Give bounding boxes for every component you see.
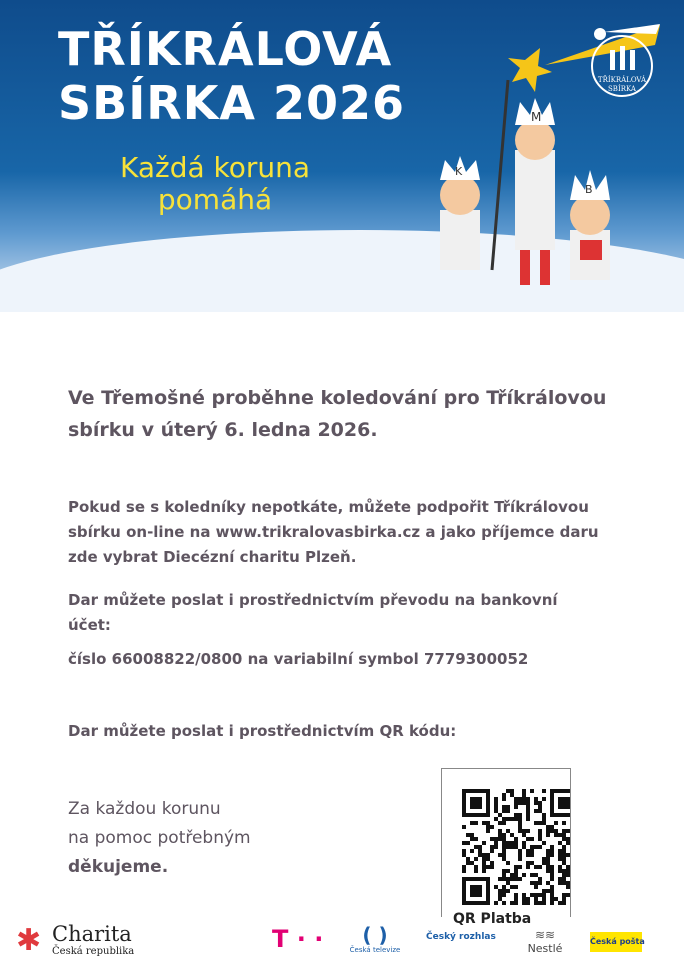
qr-module: [542, 789, 546, 793]
qr-module: [542, 857, 546, 861]
qr-module: [522, 829, 526, 833]
qr-module: [558, 841, 562, 845]
qr-module: [518, 825, 522, 829]
qr-module: [494, 885, 498, 889]
qr-module: [554, 833, 558, 837]
qr-module: [526, 849, 530, 853]
qr-module: [482, 865, 486, 869]
qr-module: [542, 889, 546, 893]
qr-module: [474, 845, 478, 849]
qr-module: [550, 873, 554, 877]
qr-module: [562, 901, 566, 905]
qr-module: [522, 841, 526, 845]
qr-module: [518, 849, 522, 853]
qr-module: [562, 861, 566, 865]
qr-module: [522, 873, 526, 877]
qr-module: [538, 877, 542, 881]
qr-module: [538, 881, 542, 885]
qr-module: [566, 853, 570, 857]
qr-module: [474, 821, 478, 825]
qr-module: [502, 885, 506, 889]
svg-text:K: K: [455, 165, 463, 178]
qr-module: [502, 877, 506, 881]
qr-module: [502, 817, 506, 821]
qr-intro: Dar můžete poslat i prostřednictvím QR kódu:: [68, 722, 457, 740]
star-icon: [508, 48, 552, 92]
qr-module: [550, 897, 554, 901]
qr-module: [562, 869, 566, 873]
thanks-text: Za každou korunu na pomoc potřebným děkujeme.: [68, 799, 251, 877]
qr-module: [506, 869, 510, 873]
qr-module: [514, 797, 518, 801]
qr-module: [530, 837, 534, 841]
qr-module: [514, 877, 518, 881]
qr-module: [518, 865, 522, 869]
qr-module: [534, 797, 538, 801]
qr-module: [478, 845, 482, 849]
qr-module: [534, 893, 538, 897]
qr-module: [514, 801, 518, 805]
caroller-m: [515, 98, 555, 285]
qr-module: [526, 865, 530, 869]
qr-module: [510, 817, 514, 821]
qr-module: [494, 845, 498, 849]
banner-title: TŘÍKRÁLOVÁ SBÍRKA 2026: [58, 22, 406, 130]
qr-module: [498, 889, 502, 893]
qr-module: [522, 901, 526, 905]
account-number: číslo 66008822/0800 na variabilní symbol 7779300052: [68, 650, 529, 668]
qr-module: [462, 841, 466, 845]
qr-module: [534, 885, 538, 889]
qr-module: [498, 821, 502, 825]
qr-module: [502, 821, 506, 825]
qr-module: [498, 829, 502, 833]
qr-module: [542, 841, 546, 845]
qr-module: [538, 801, 542, 805]
qr-module: [514, 885, 518, 889]
qr-module: [498, 833, 502, 837]
qr-module: [510, 789, 514, 793]
qr-module: [498, 893, 502, 897]
qr-module: [494, 837, 498, 841]
qr-module: [542, 821, 546, 825]
qr-module: [550, 825, 554, 829]
qr-module: [502, 853, 506, 857]
qr-module: [502, 849, 506, 853]
qr-module: [506, 845, 510, 849]
svg-text:M: M: [531, 110, 542, 124]
qr-module: [462, 865, 466, 869]
qr-module: [538, 845, 542, 849]
qr-module: [474, 837, 478, 841]
qr-module: [554, 821, 558, 825]
caroller-k: [440, 156, 480, 270]
qr-module: [558, 833, 562, 837]
qr-module: [514, 893, 518, 897]
qr-module: [562, 833, 566, 837]
qr-module: [526, 853, 530, 857]
qr-module: [542, 797, 546, 801]
qr-module: [558, 877, 562, 881]
online-donation-text: Pokud se s koledníky nepotkáte, můžete podpořit Tříkrálovou sbírku on-line na www.trikralovasbirka.cz a jako příjemce daru zde vybrat Diecézní charitu Plzeň.: [68, 498, 599, 566]
qr-module: [542, 813, 546, 817]
qr-module: [562, 853, 566, 857]
qr-module: [518, 857, 522, 861]
qr-module: [546, 825, 550, 829]
qr-module: [506, 789, 510, 793]
qr-module: [518, 821, 522, 825]
qr-module: [502, 793, 506, 797]
qr-module: [486, 829, 490, 833]
qr-module: [526, 797, 530, 801]
qr-module: [566, 865, 570, 869]
qr-module: [526, 861, 530, 865]
qr-module: [510, 873, 514, 877]
qr-module: [562, 845, 566, 849]
qr-module: [546, 861, 550, 865]
qr-module: [522, 845, 526, 849]
qr-module: [538, 805, 542, 809]
qr-module: [558, 865, 562, 869]
qr-module: [486, 853, 490, 857]
qr-module: [522, 833, 526, 837]
qr-module: [534, 865, 538, 869]
qr-module: [466, 833, 470, 837]
qr-module: [538, 837, 542, 841]
caroller-b: [570, 170, 610, 280]
qr-module: [546, 829, 550, 833]
qr-module: [530, 873, 534, 877]
qr-module: [498, 837, 502, 841]
qr-module: [558, 881, 562, 885]
qr-module: [514, 845, 518, 849]
qr-code-frame: [441, 768, 571, 917]
qr-module: [522, 789, 526, 793]
qr-module: [546, 889, 550, 893]
qr-module: [558, 869, 562, 873]
qr-module: [494, 797, 498, 801]
ceska-televize-logo: ( ) Česká televize: [349, 923, 401, 954]
qr-module: [546, 865, 550, 869]
qr-module: [502, 889, 506, 893]
qr-module: [526, 837, 530, 841]
qr-module: [514, 873, 518, 877]
event-announcement: Ve Třemošné proběhne koledování pro Tříkrálovou sbírku v úterý 6. ledna 2026.: [68, 387, 607, 441]
qr-module: [470, 821, 474, 825]
qr-module: [498, 877, 502, 881]
qr-module: [526, 805, 530, 809]
qr-module: [490, 837, 494, 841]
qr-module: [542, 901, 546, 905]
qr-module: [538, 833, 542, 837]
qr-module: [502, 857, 506, 861]
qr-module: [550, 889, 554, 893]
qr-module: [562, 849, 566, 853]
qr-module: [538, 829, 542, 833]
qr-module: [546, 869, 550, 873]
qr-module: [518, 801, 522, 805]
qr-module: [502, 869, 506, 873]
qr-module: [562, 897, 566, 901]
qr-module: [534, 873, 538, 877]
qr-module: [546, 849, 550, 853]
qr-module: [526, 817, 530, 821]
qr-module: [486, 825, 490, 829]
qr-module: [550, 893, 554, 897]
qr-module: [514, 897, 518, 901]
qr-module: [542, 897, 546, 901]
qr-module: [518, 817, 522, 821]
qr-module: [462, 853, 466, 857]
qr-label: QR Platba: [450, 911, 534, 927]
qr-module: [502, 845, 506, 849]
qr-module: [506, 809, 510, 813]
qr-module: [534, 901, 538, 905]
qr-module: [506, 861, 510, 865]
qr-module: [462, 869, 466, 873]
nestle-logo: ≋≋ Nestlé: [527, 928, 563, 955]
qr-module: [546, 857, 550, 861]
qr-module: [482, 841, 486, 845]
qr-module: [534, 801, 538, 805]
qr-module: [470, 849, 474, 853]
qr-module: [462, 849, 466, 853]
qr-module: [478, 853, 482, 857]
qr-module: [494, 809, 498, 813]
qr-module: [538, 809, 542, 813]
qr-module: [518, 829, 522, 833]
qr-module: [566, 837, 570, 841]
qr-module: [486, 865, 490, 869]
qr-module: [498, 813, 502, 817]
qr-module: [526, 809, 530, 813]
qr-module: [554, 897, 558, 901]
qr-module: [490, 825, 494, 829]
qr-module: [550, 885, 554, 889]
qr-module: [550, 869, 554, 873]
qr-module: [562, 829, 566, 833]
qr-module: [514, 813, 518, 817]
qr-module: [510, 885, 514, 889]
qr-module: [486, 857, 490, 861]
qr-module: [502, 809, 506, 813]
qr-module: [474, 857, 478, 861]
qr-module: [502, 841, 506, 845]
qr-module: [466, 841, 470, 845]
qr-module: [530, 789, 534, 793]
qr-module: [562, 877, 566, 881]
qr-module: [558, 849, 562, 853]
qr-module: [514, 841, 518, 845]
qr-module: [506, 817, 510, 821]
qr-module: [502, 833, 506, 837]
qr-module: [566, 893, 570, 897]
qr-module: [534, 809, 538, 813]
qr-module: [550, 845, 554, 849]
qr-module: [510, 793, 514, 797]
qr-module: [490, 849, 494, 853]
qr-module: [474, 869, 478, 873]
qr-module: [510, 833, 514, 837]
qr-module: [546, 881, 550, 885]
qr-module: [530, 845, 534, 849]
qr-module: [482, 861, 486, 865]
qr-module: [478, 849, 482, 853]
qr-module: [566, 869, 570, 873]
qr-module: [522, 801, 526, 805]
svg-text:B: B: [585, 183, 593, 196]
qr-module: [518, 813, 522, 817]
qr-module: [482, 869, 486, 873]
qr-module: [562, 837, 566, 841]
qr-module: [526, 897, 530, 901]
qr-module: [506, 881, 510, 885]
qr-module: [466, 857, 470, 861]
qr-code: [442, 769, 570, 909]
qr-module: [482, 853, 486, 857]
qr-module: [506, 877, 510, 881]
qr-module: [486, 821, 490, 825]
telekom-logo: T · ·: [272, 925, 324, 953]
qr-module: [566, 841, 570, 845]
qr-module: [490, 845, 494, 849]
qr-module: [550, 901, 554, 905]
qr-module: [566, 873, 570, 877]
qr-module: [466, 861, 470, 865]
qr-module: [526, 829, 530, 833]
qr-module: [494, 805, 498, 809]
qr-module: [530, 861, 534, 865]
qr-module: [538, 901, 542, 905]
qr-module: [470, 861, 474, 865]
charita-cross-icon: ✱: [16, 923, 42, 958]
qr-module: [554, 829, 558, 833]
qr-module: [470, 837, 474, 841]
qr-module: [522, 893, 526, 897]
qr-module: [534, 897, 538, 901]
qr-module: [494, 841, 498, 845]
qr-module: [470, 833, 474, 837]
qr-module: [550, 853, 554, 857]
qr-module: [506, 805, 510, 809]
qr-module: [474, 865, 478, 869]
qr-module: [522, 793, 526, 797]
qr-module: [498, 853, 502, 857]
qr-module: [506, 889, 510, 893]
qr-module: [514, 901, 518, 905]
qr-module: [482, 857, 486, 861]
qr-module: [550, 829, 554, 833]
qr-module: [502, 837, 506, 841]
qr-module: [494, 817, 498, 821]
qr-module: [526, 801, 530, 805]
qr-module: [530, 853, 534, 857]
qr-module: [498, 897, 502, 901]
qr-module: [562, 857, 566, 861]
qr-module: [482, 821, 486, 825]
qr-module: [534, 821, 538, 825]
qr-module: [566, 881, 570, 885]
qr-module: [550, 849, 554, 853]
qr-module: [542, 893, 546, 897]
qr-module: [526, 901, 530, 905]
qr-module: [518, 853, 522, 857]
qr-module: [462, 825, 466, 829]
qr-module: [550, 865, 554, 869]
qr-module: [506, 841, 510, 845]
header-banner: [0, 0, 684, 312]
qr-module: [522, 797, 526, 801]
qr-module: [546, 853, 550, 857]
qr-module: [490, 861, 494, 865]
qr-module: [510, 877, 514, 881]
qr-module: [538, 821, 542, 825]
qr-module: [530, 849, 534, 853]
qr-module: [494, 801, 498, 805]
qr-module: [530, 881, 534, 885]
qr-module: [514, 869, 518, 873]
ceska-posta-logo: Česká pošta: [590, 932, 642, 952]
qr-module: [518, 877, 522, 881]
qr-module: [558, 857, 562, 861]
qr-module: [494, 901, 498, 905]
cesky-rozhlas-logo: Český rozhlas: [426, 932, 496, 942]
qr-module: [502, 797, 506, 801]
qr-module: [530, 893, 534, 897]
bank-transfer-text: Dar můžete poslat i prostřednictvím převodu na bankovní účet:: [68, 591, 558, 634]
qr-module: [514, 805, 518, 809]
qr-module: [514, 837, 518, 841]
qr-module: [562, 873, 566, 877]
qr-module: [518, 797, 522, 801]
qr-module: [562, 881, 566, 885]
qr-module: [542, 861, 546, 865]
qr-module: [502, 893, 506, 897]
qr-module: [502, 873, 506, 877]
qr-module: [526, 813, 530, 817]
qr-module: [506, 829, 510, 833]
trikralova-sbirka-logo: TŘÍKRÁLOVÁ SBÍRKA: [580, 22, 664, 98]
qr-module: [514, 865, 518, 869]
qr-module: [566, 829, 570, 833]
qr-module: [562, 893, 566, 897]
qr-module: [510, 901, 514, 905]
qr-module: [566, 885, 570, 889]
qr-module: [550, 877, 554, 881]
qr-module: [542, 817, 546, 821]
qr-module: [514, 817, 518, 821]
qr-module: [538, 865, 542, 869]
qr-module: [510, 845, 514, 849]
qr-module: [490, 865, 494, 869]
qr-module: [502, 805, 506, 809]
qr-module: [546, 833, 550, 837]
qr-module: [502, 901, 506, 905]
qr-module: [558, 901, 562, 905]
qr-module: [522, 897, 526, 901]
qr-module: [538, 893, 542, 897]
qr-module: [534, 881, 538, 885]
qr-module: [562, 821, 566, 825]
qr-module: [510, 841, 514, 845]
banner-slogan: Každá koruna pomáhá: [120, 151, 311, 216]
qr-module: [558, 853, 562, 857]
qr-module: [534, 845, 538, 849]
